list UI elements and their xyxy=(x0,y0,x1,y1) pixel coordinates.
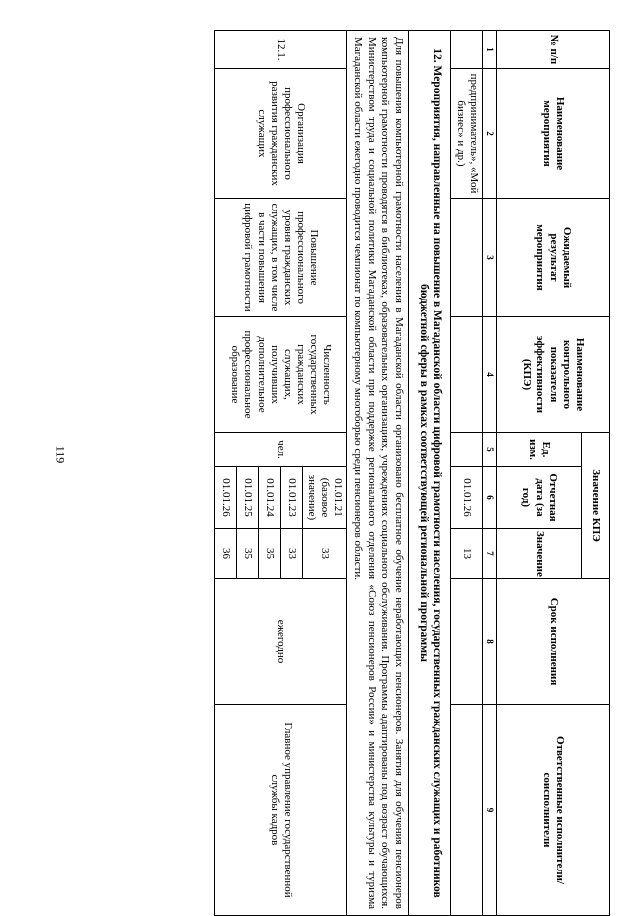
continued-value: 13 xyxy=(451,529,483,579)
item-value: 33 xyxy=(281,529,303,579)
rotated-table-sheet xyxy=(95,30,610,915)
column-number: 4 xyxy=(483,317,497,433)
item-responsible: Главное управление государственной службы кадров xyxy=(215,705,347,916)
measures-table xyxy=(214,30,610,916)
item-report-date: 01.01.26 xyxy=(215,467,237,529)
item-deadline: ежегодно xyxy=(215,579,347,705)
column-number: 1 xyxy=(483,31,497,69)
header-number: № п/п xyxy=(497,31,610,69)
header-responsible: Ответственные исполнители/ соисполнители xyxy=(497,705,610,916)
table-row xyxy=(303,31,347,916)
column-number: 7 xyxy=(483,529,497,579)
header-report-date: Отчетная дата (за год) xyxy=(497,467,582,529)
item-report-date: 01.01.25 xyxy=(237,467,259,529)
table-row xyxy=(451,31,483,916)
header-deadline: Срок исполнения xyxy=(497,579,610,705)
column-number: 3 xyxy=(483,199,497,317)
item-expected-result: Повышение профессионального уровня гражданских служащих, в том числе в части повышения цифровой грамотности xyxy=(215,199,347,317)
section-description: Для повышения компьютерной грамотности населения в Магаданской области организовано бесплатное обучение неработающих пенсионеров. Занятия для обучения пенсионеров компьютерной грамотности проводятся в библиотеках, образовательных организациях, учреждениях социального обслуживания. Программы адаптированы под возраст обучающихся. Министерством труда и социальной политики Магаданской области при поддержке регионального отделения «Союз пенсионеров России» и министерства культуры и туризма Магаданской области ежегодно проводится чемпионат по компьютерному многоборью среди пенсионеров области. xyxy=(347,31,409,916)
item-value: 33 xyxy=(303,529,347,579)
item-number: 12.1. xyxy=(215,31,347,69)
continued-measure-name: предприниматель», «Мой бизнес» и др.) xyxy=(451,69,483,199)
header-value: Значение xyxy=(497,529,582,579)
header-kpe-value-group: Значение КПЭ xyxy=(582,433,610,579)
page-number: 119 xyxy=(53,445,68,464)
item-kpe-name: Численность государственных гражданских служащих, получивших дополнительное профессиональное образование xyxy=(215,317,347,433)
item-value: 36 xyxy=(215,529,237,579)
column-number: 9 xyxy=(483,705,497,916)
column-number: 5 xyxy=(483,433,497,467)
column-number: 6 xyxy=(483,467,497,529)
header-kpe-name: Наименование контрольного показателя эффективности (КПЭ) xyxy=(497,317,610,433)
item-measure-name: Организация профессионального развития гражданских служащих xyxy=(215,69,347,199)
continued-report-date: 01.01.26 xyxy=(451,467,483,529)
section-title: 12. Мероприятия, направленные на повышение в Магаданской области цифровой грамотности населения, государственных гражданских служащих и работников бюджетной сферы в рамках соответствующей региональной программы xyxy=(409,31,451,916)
header-unit: Ед. изм. xyxy=(497,433,582,467)
header-measure-name: Наименование мероприятия xyxy=(497,69,610,199)
column-number: 8 xyxy=(483,579,497,705)
item-report-date: 01.01.23 xyxy=(281,467,303,529)
column-number: 2 xyxy=(483,69,497,199)
item-value: 35 xyxy=(259,529,281,579)
item-value: 35 xyxy=(237,529,259,579)
item-report-date: 01.01.21 (базовое значение) xyxy=(303,467,347,529)
item-report-date: 01.01.24 xyxy=(259,467,281,529)
item-unit: чел. xyxy=(215,433,347,467)
header-expected-result: Ожидаемый результат мероприятия xyxy=(497,199,610,317)
